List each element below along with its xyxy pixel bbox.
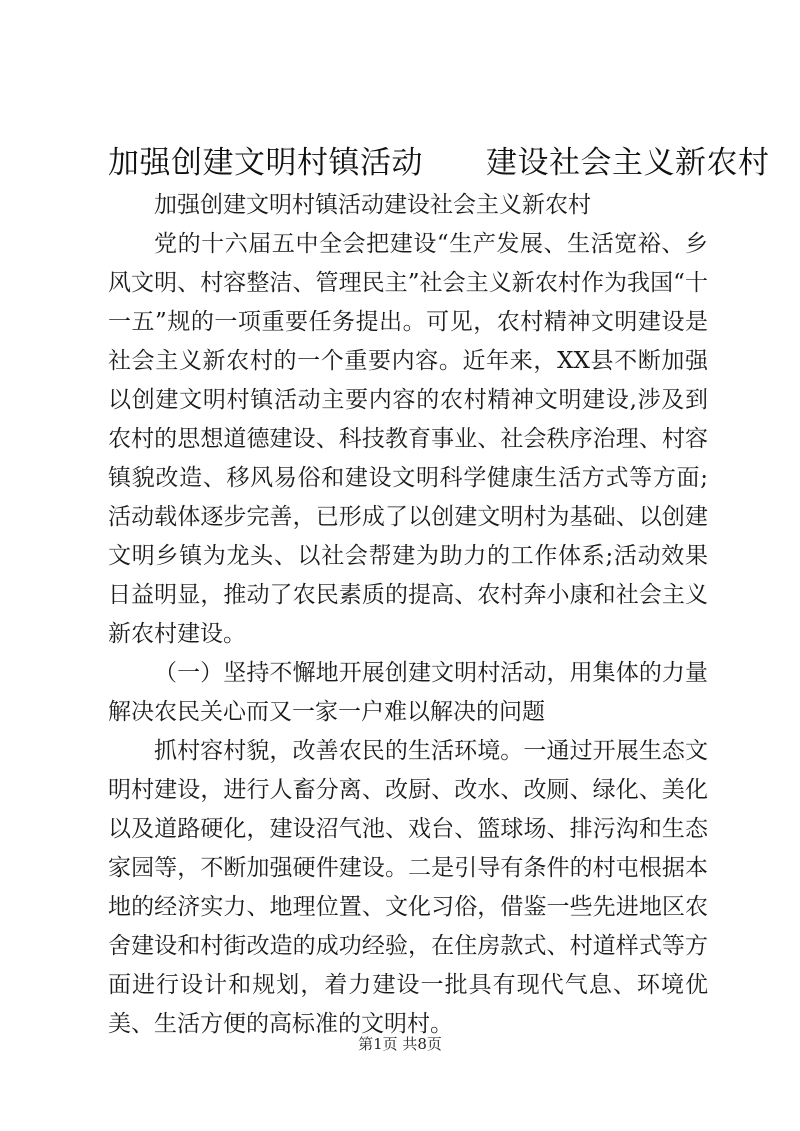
paragraph-village-appearance: 抓村容村貌，改善农民的生活环境。一通过开展生态文明村建设，进行人畜分离、改厨、改水、改厕、绿化、美化以及道路硬化，建设沼气池、戏台、篮球场、排污沟和生态家园等，不断加强硬件建设。二是引导有条件的村屯根据本地的经济实力、地理位置、文化习俗，借鉴一些先进地区农舍建设和村街改造的成功经验，在住房款式、村道样式等方面进行设计和规划，着力建设一批具有现代气息、环境优美、生活方便的高标准的文明村。 <box>108 738 708 1037</box>
document-body <box>108 186 708 1044</box>
document-title: 加强创建文明村镇活动 建设社会主义新农村 <box>108 145 770 181</box>
paragraph-section-heading: （一）坚持不懈地开展创建文明村活动，用集体的力量解决农民关心而又一家一户难以解决的问题 <box>108 660 708 725</box>
paragraph-intro: 党的十六届五中全会把建设“生产发展、生活宽裕、乡风文明、村容整洁、管理民主”社会主义新农村作为我国“十一五”规的一项重要任务提出。可见，农村精神文明建设是社会主义新农村的一个重要内容。近年来，XX县不断加强以创建文明村镇活动主要内容的农村精神文明建设,涉及到农村的思想道德建设、科技教育事业、社会秩序治理、村容镇貌改造、移风易俗和建设文明科学健康生活方式等方面;活动载体逐步完善，已形成了以创建文明村为基础、以创建文明乡镇为龙头、以社会帮建为助力的工作体系;活动效果日益明显，推动了农民素质的提高、农村奔小康和社会主义新农村建设。 <box>108 231 708 647</box>
page-number-footer: 第1页 共8页 <box>358 1035 442 1053</box>
paragraph-subtitle: 加强创建文明村镇活动建设社会主义新农村 <box>154 192 591 218</box>
